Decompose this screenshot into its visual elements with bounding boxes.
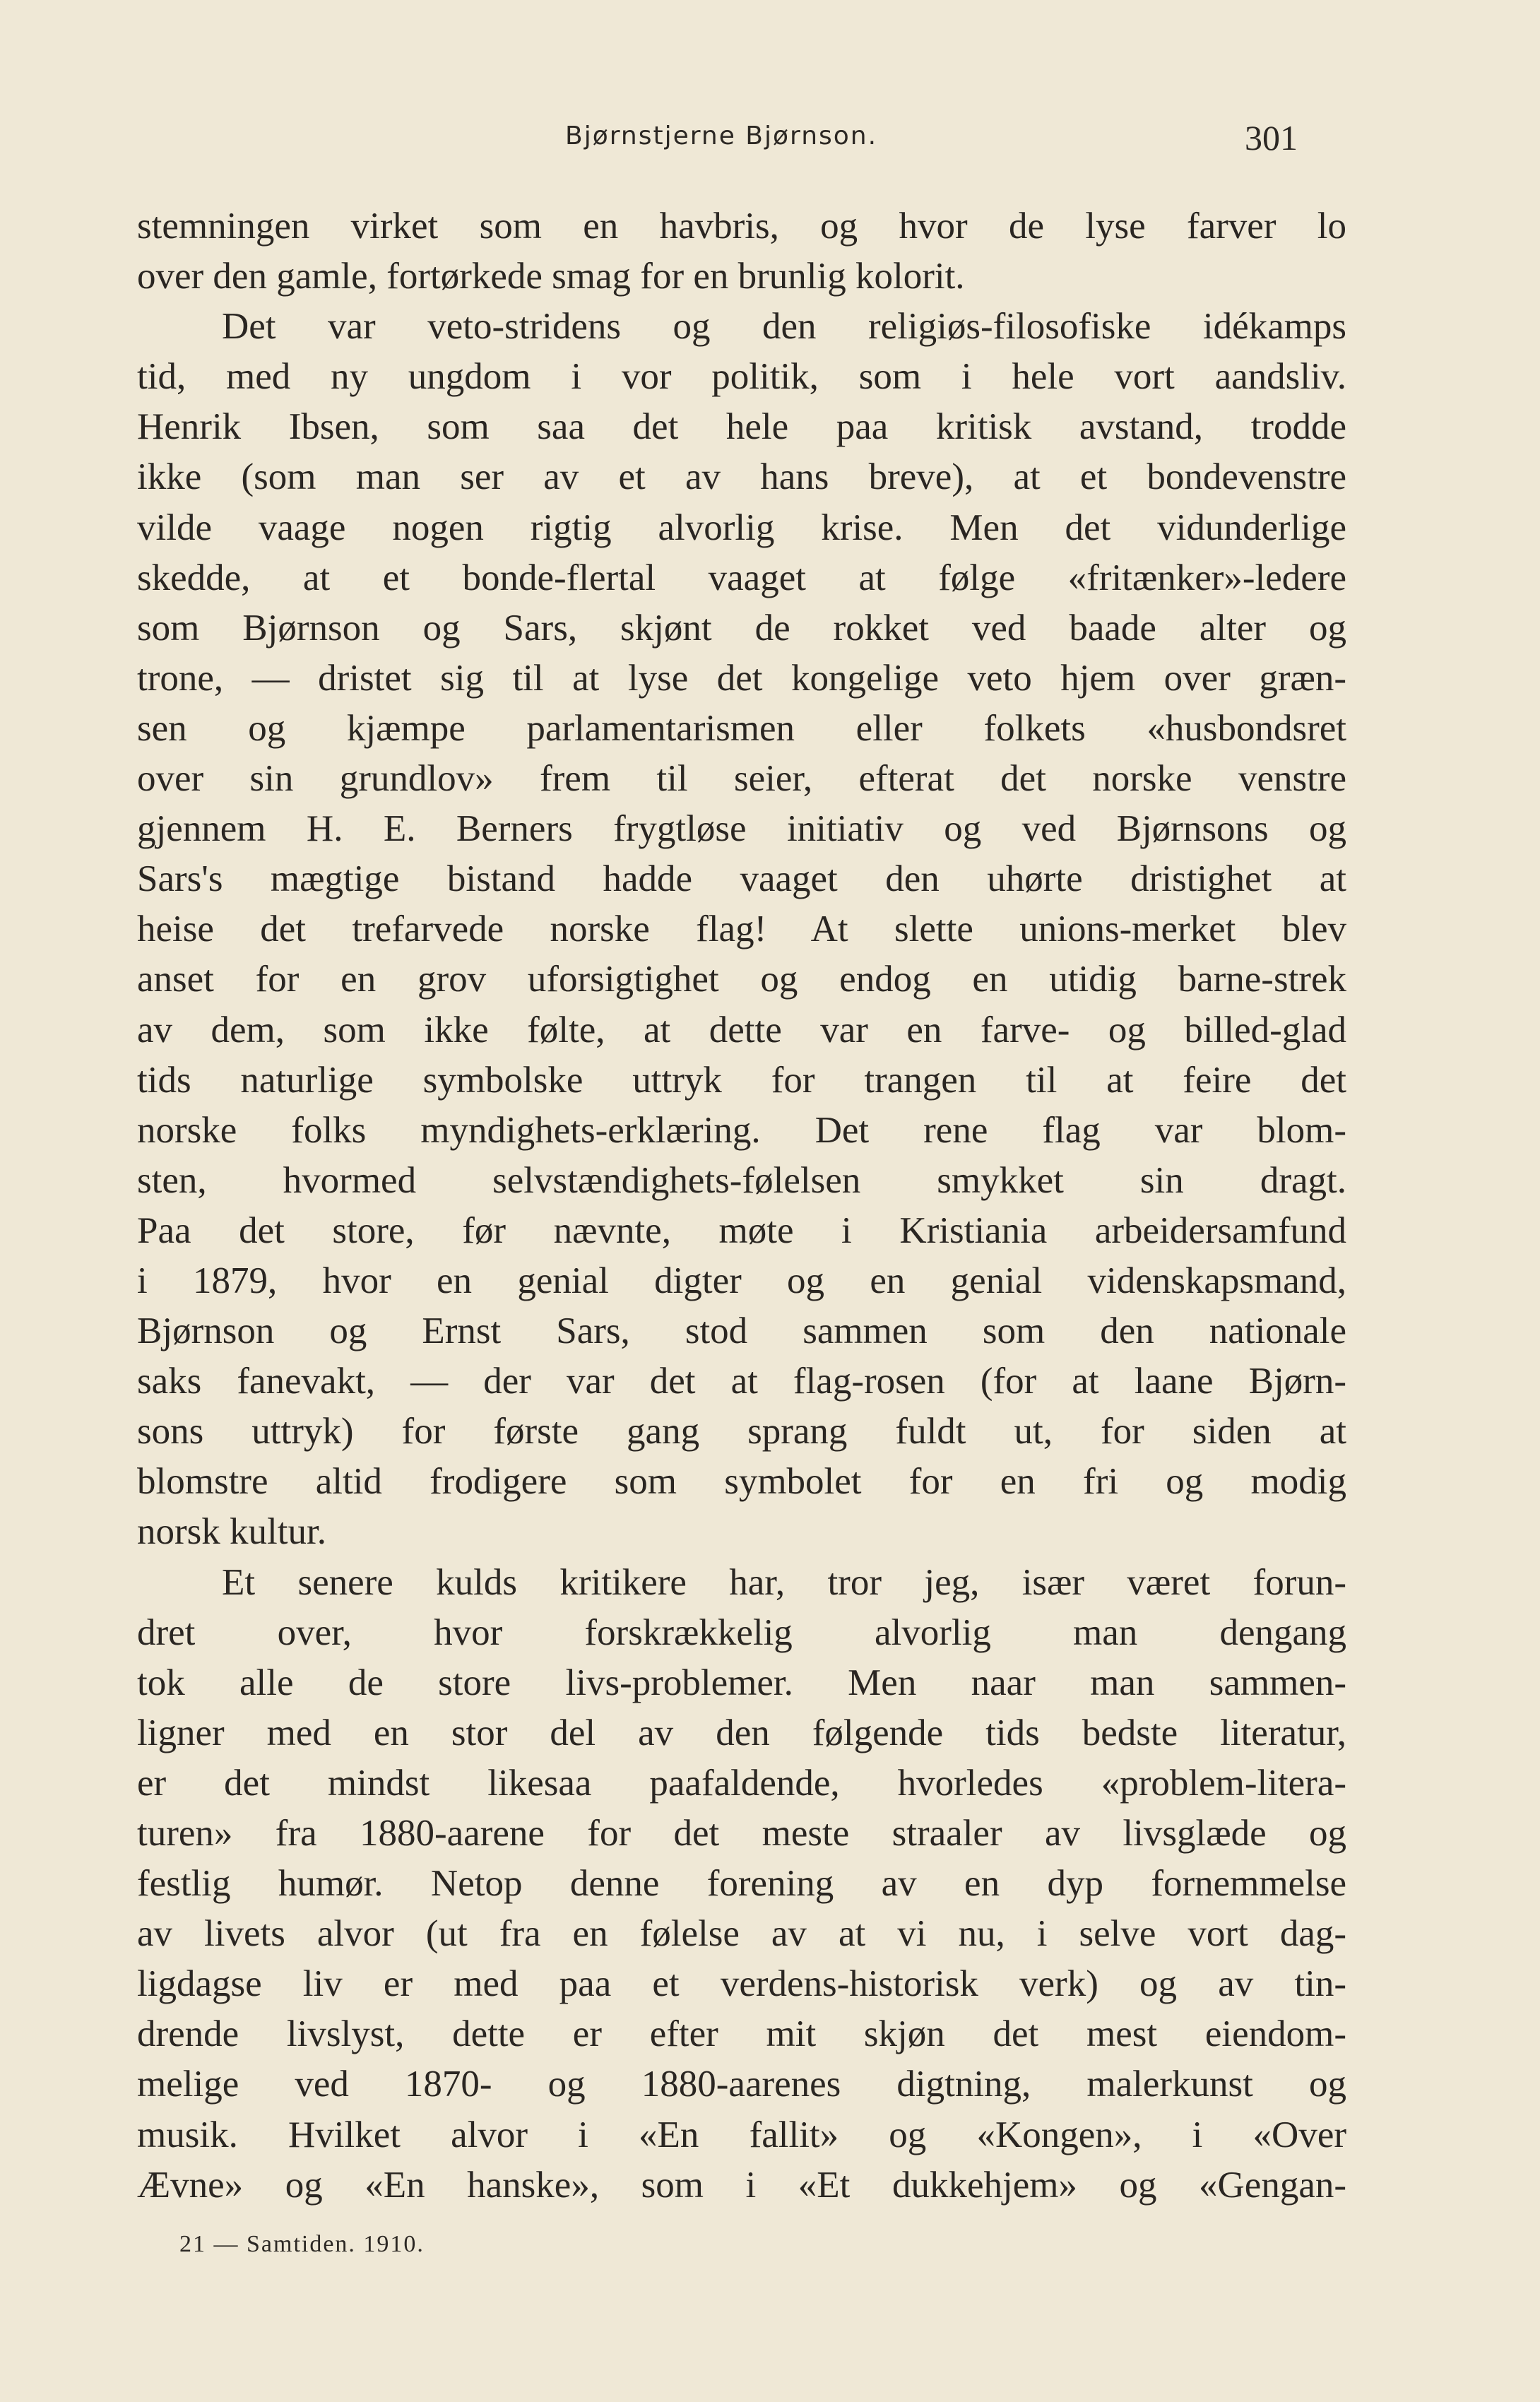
text-line: drende livslyst, dette er efter mit skjøn det mest eiendom- bbox=[137, 2013, 1346, 2055]
text-line: som Bjørnson og Sars, skjønt de rokket ved baade alter og bbox=[137, 607, 1346, 649]
text-line: trone, — dristet sig til at lyse det kongelige veto hjem over græn- bbox=[137, 657, 1346, 699]
text-line: tid, med ny ungdom i vor politik, som i hele vort aandsliv. bbox=[137, 356, 1346, 398]
text-line: Et senere kulds kritikere har, tror jeg, især været forun- bbox=[222, 1561, 1346, 1603]
text-line: blomstre altid frodigere som symbolet for en fri og modig bbox=[137, 1461, 1346, 1503]
text-line: turen» fra 1880-aarene for det meste straaler av livsglæde og bbox=[137, 1813, 1346, 1854]
text-line: norske folks myndighets-erklæring. Det rene flag var blom- bbox=[137, 1109, 1346, 1151]
text-line: over den gamle, fortørkede smag for en brunlig kolorit. bbox=[137, 256, 965, 297]
text-line: gjennem H. E. Berners frygtløse initiativ og ved Bjørnsons og bbox=[137, 808, 1346, 850]
text-line: skedde, at et bonde-flertal vaaget at følge «fritænker»-ledere bbox=[137, 557, 1346, 598]
text-line: Det var veto-stridens og den religiøs-filosofiske idékamps bbox=[222, 306, 1346, 348]
text-line: norsk kultur. bbox=[137, 1511, 326, 1553]
text-line: i 1879, hvor en genial digter og en genial videnskapsmand, bbox=[137, 1260, 1346, 1301]
text-line: er det mindst likesaa paafaldende, hvorledes «problem-litera- bbox=[137, 1762, 1346, 1804]
text-line: Ævne» og «En hanske», som i «Et dukkehjem» og «Gengan- bbox=[137, 2164, 1346, 2206]
text-line: ikke (som man ser av et av hans breve), at et bondevenstre bbox=[137, 456, 1346, 498]
page-number: 301 bbox=[1245, 118, 1298, 158]
text-line: melige ved 1870- og 1880-aarenes digtning, malerkunst og bbox=[137, 2064, 1346, 2105]
text-line: vilde vaage nogen rigtig alvorlig krise. Men det vidunderlige bbox=[137, 507, 1346, 548]
text-line: Sars's mægtige bistand hadde vaaget den uhørte dristighet at bbox=[137, 858, 1346, 900]
text-line: Bjørnson og Ernst Sars, stod sammen som den nationale bbox=[137, 1311, 1346, 1352]
text-line: heise det trefarvede norske flag! At slette unions-merket blev bbox=[137, 909, 1346, 950]
running-head: Bjørnstjerne Bjørnson. bbox=[565, 122, 878, 150]
text-line: over sin grundlov» frem til seier, efterat det norske venstre bbox=[137, 758, 1346, 800]
text-line: anset for en grov uforsigtighet og endog en utidig barne-strek bbox=[137, 959, 1346, 1000]
text-line: Henrik Ibsen, som saa det hele paa kritisk avstand, trodde bbox=[137, 406, 1346, 448]
text-line: dret over, hvor forskrækkelig alvorlig man dengang bbox=[137, 1611, 1346, 1653]
text-line: saks fanevakt, — der var det at flag-rosen (for at laane Bjørn- bbox=[137, 1361, 1346, 1402]
text-line: musik. Hvilket alvor i «En fallit» og «Kongen», i «Over bbox=[137, 2114, 1346, 2155]
text-line: sten, hvormed selvstændighets-følelsen smykket sin dragt. bbox=[137, 1159, 1346, 1201]
text-line: festlig humør. Netop denne forening av en dyp fornemmelse bbox=[137, 1863, 1346, 1905]
body-text bbox=[137, 201, 1346, 2211]
text-line: av livets alvor (ut fra en følelse av at vi nu, i selve vort dag- bbox=[137, 1913, 1346, 1955]
text-line: sons uttryk) for første gang sprang fuldt ut, for siden at bbox=[137, 1411, 1346, 1453]
signature-line: 21 — Samtiden. 1910. bbox=[179, 2231, 425, 2257]
text-line: av dem, som ikke følte, at dette var en farve- og billed-glad bbox=[137, 1009, 1346, 1051]
text-line: Paa det store, før nævnte, møte i Kristiania arbeidersamfund bbox=[137, 1209, 1346, 1251]
text-line: stemningen virket som en havbris, og hvor de lyse farver lo bbox=[137, 206, 1346, 247]
text-line: tids naturlige symbolske uttryk for trangen til at feire det bbox=[137, 1059, 1346, 1101]
text-line: ligdagse liv er med paa et verdens-historisk verk) og av tin- bbox=[137, 1963, 1346, 2005]
text-line: tok alle de store livs-problemer. Men naar man sammen- bbox=[137, 1662, 1346, 1703]
text-line: sen og kjæmpe parlamentarismen eller folkets «husbondsret bbox=[137, 707, 1346, 749]
text-line: ligner med en stor del av den følgende tids bedste literatur, bbox=[137, 1712, 1346, 1753]
